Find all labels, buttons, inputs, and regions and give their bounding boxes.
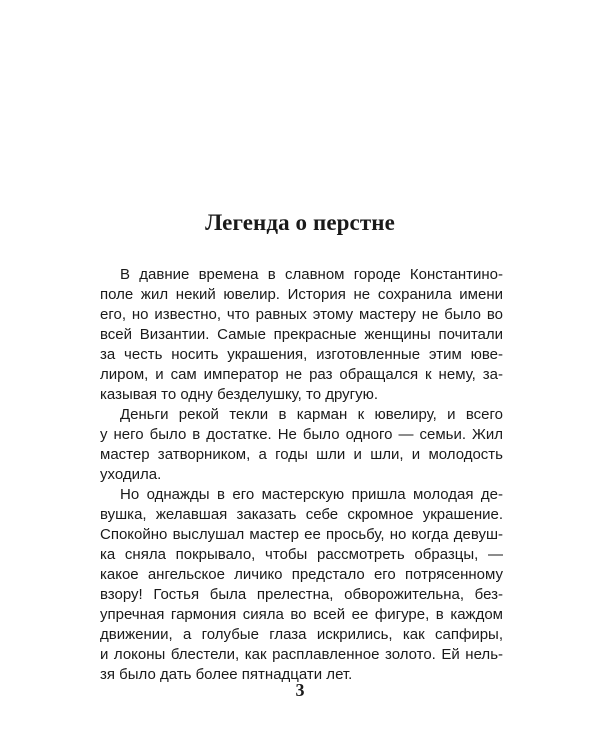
text-line: какое ангельское личико предстало его потрясенному	[100, 566, 503, 583]
text-line: за честь носить украшения, изготовленные этим юве-	[100, 346, 503, 363]
paragraph	[100, 485, 503, 685]
text-line: казывая то одну безделушку, то другую.	[100, 386, 379, 403]
text-line: ка сняла покрывало, чтобы рассмотреть образцы, —	[100, 546, 503, 563]
text-line: у него было в достатке. Не было одного — семьи. Жил	[100, 426, 503, 443]
text-line: его, но известно, что равных этому мастеру не было во	[100, 306, 503, 323]
body-text	[100, 265, 503, 685]
text-line: уходила.	[100, 466, 162, 483]
text-line: Спокойно выслушал мастер ее просьбу, но когда девуш-	[100, 526, 503, 543]
page-number: 3	[295, 680, 305, 700]
text-line: Но однажды в его мастерскую пришла молодая де-	[120, 486, 503, 503]
paragraph	[100, 265, 503, 405]
chapter-title: Легенда о перстне	[205, 210, 395, 235]
text-line: вушка, желавшая заказать себе скромное украшение.	[100, 506, 503, 523]
text-line: Деньги рекой текли в карман к ювелиру, и всего	[120, 406, 503, 423]
text-line: В давние времена в славном городе Константино-	[120, 266, 503, 283]
text-line: мастер затворником, а годы шли и шли, и молодость	[100, 446, 503, 463]
paragraph	[100, 405, 503, 485]
text-line: движении, а голубые глаза искрились, как сапфиры,	[100, 626, 503, 643]
text-line: упречная гармония сияла во всей ее фигуре, в каждом	[100, 606, 503, 623]
text-line: лиром, и сам император не раз обращался к нему, за-	[100, 366, 503, 383]
text-line: всей Византии. Самые прекрасные женщины почитали	[100, 326, 503, 343]
text-line: и локоны блестели, как расплавленное золото. Ей нель-	[100, 646, 503, 663]
text-line: поле жил некий ювелир. История не сохранила имени	[100, 286, 503, 303]
text-line: взору! Гостья была прелестна, обворожительна, без-	[100, 586, 503, 603]
text-line: зя было дать более пятнадцати лет.	[100, 666, 353, 683]
